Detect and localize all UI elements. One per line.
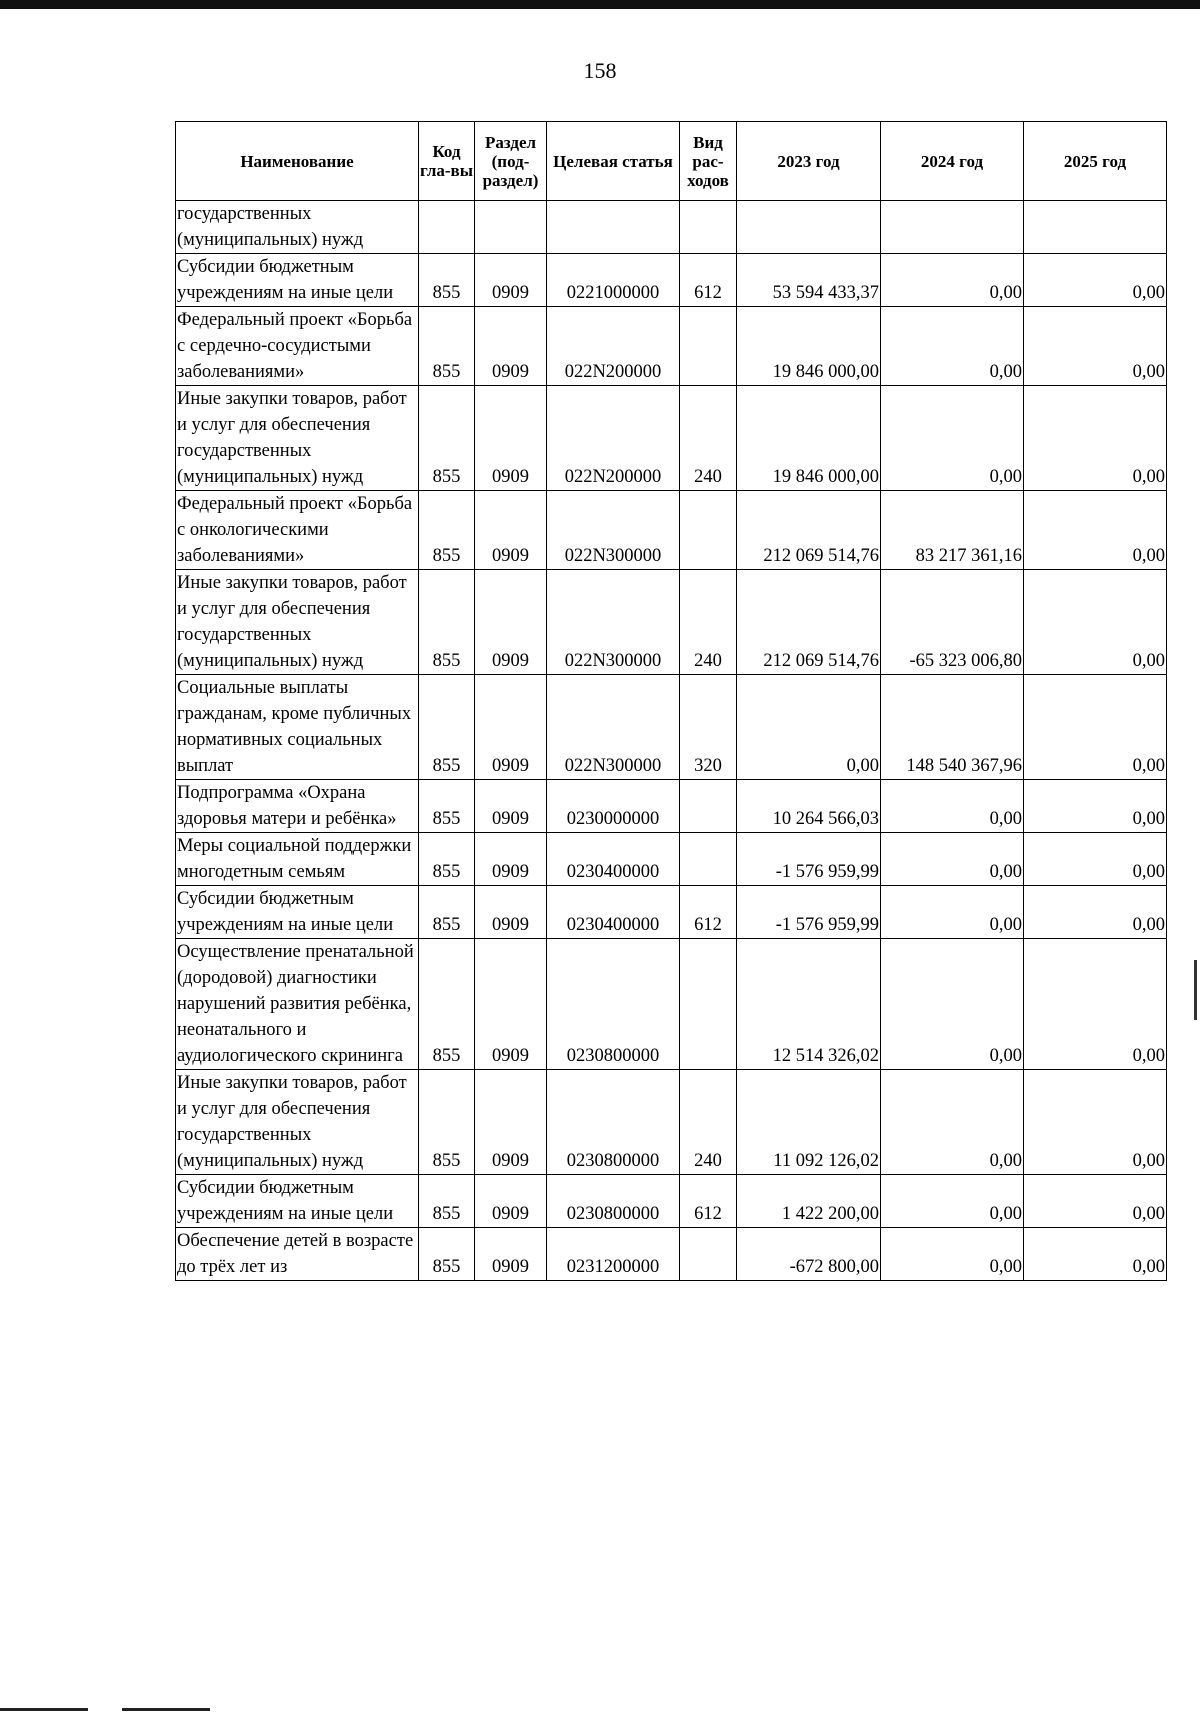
row-chapter: 855 — [419, 886, 475, 939]
row-target: 0230400000 — [547, 833, 680, 886]
row-name: Федеральный проект «Борьба с онкологическими заболеваниями» — [176, 491, 419, 570]
table-row — [176, 201, 1167, 254]
row-2025: 0,00 — [1024, 1175, 1167, 1228]
row-target — [547, 201, 680, 254]
table-row — [176, 307, 1167, 386]
row-chapter: 855 — [419, 386, 475, 491]
row-section: 0909 — [475, 833, 547, 886]
row-2025: 0,00 — [1024, 386, 1167, 491]
row-target: 0230000000 — [547, 780, 680, 833]
row-2025: 0,00 — [1024, 833, 1167, 886]
row-name: Федеральный проект «Борьба с сердечно-сосудистыми заболеваниями» — [176, 307, 419, 386]
table-row — [176, 833, 1167, 886]
row-target: 0231200000 — [547, 1228, 680, 1281]
row-name: Социальные выплаты гражданам, кроме публичных нормативных социальных выплат — [176, 675, 419, 780]
row-2024: 0,00 — [881, 254, 1024, 307]
scan-artifact-right — [122, 1708, 210, 1711]
table-row — [176, 1228, 1167, 1281]
row-section: 0909 — [475, 675, 547, 780]
row-2023: 10 264 566,03 — [737, 780, 881, 833]
row-2025: 0,00 — [1024, 1228, 1167, 1281]
row-2023: 212 069 514,76 — [737, 491, 881, 570]
row-expense-type — [680, 201, 737, 254]
row-target: 0230800000 — [547, 939, 680, 1070]
row-section: 0909 — [475, 939, 547, 1070]
page-number: 158 — [583, 58, 617, 83]
row-2024 — [881, 201, 1024, 254]
row-2025: 0,00 — [1024, 307, 1167, 386]
table-row — [176, 386, 1167, 491]
row-2023: 0,00 — [737, 675, 881, 780]
row-2023: 1 422 200,00 — [737, 1175, 881, 1228]
row-2023: 12 514 326,02 — [737, 939, 881, 1070]
row-2025: 0,00 — [1024, 939, 1167, 1070]
row-name: Подпрограмма «Охрана здоровья матери и ребёнка» — [176, 780, 419, 833]
row-section: 0909 — [475, 780, 547, 833]
row-target: 022N300000 — [547, 570, 680, 675]
row-name: Иные закупки товаров, работ и услуг для обеспечения государственных (муниципальных) нужд — [176, 386, 419, 491]
row-chapter — [419, 201, 475, 254]
table-row — [176, 1175, 1167, 1228]
row-expense-type: 612 — [680, 886, 737, 939]
scan-artifact-left — [0, 1708, 88, 1711]
header-section: Раздел (под-раздел) — [475, 122, 547, 201]
table-row — [176, 570, 1167, 675]
row-name: Осуществление пренатальной (дородовой) диагностики нарушений развития ребёнка, неонатального и аудиологического скрининга — [176, 939, 419, 1070]
row-2025: 0,00 — [1024, 886, 1167, 939]
row-target: 022N300000 — [547, 675, 680, 780]
header-2025: 2025 год — [1024, 122, 1167, 201]
row-expense-type — [680, 780, 737, 833]
row-2023: 212 069 514,76 — [737, 570, 881, 675]
row-2024: 0,00 — [881, 386, 1024, 491]
row-section: 0909 — [475, 307, 547, 386]
row-2023: 19 846 000,00 — [737, 307, 881, 386]
row-name: Субсидии бюджетным учреждениям на иные цели — [176, 1175, 419, 1228]
table-row — [176, 491, 1167, 570]
row-target: 0230800000 — [547, 1175, 680, 1228]
row-2024: 0,00 — [881, 780, 1024, 833]
row-expense-type: 320 — [680, 675, 737, 780]
row-2025: 0,00 — [1024, 780, 1167, 833]
row-2024: 0,00 — [881, 307, 1024, 386]
row-2023: 11 092 126,02 — [737, 1070, 881, 1175]
row-chapter: 855 — [419, 780, 475, 833]
row-target: 0230400000 — [547, 886, 680, 939]
row-expense-type: 240 — [680, 570, 737, 675]
row-2025: 0,00 — [1024, 1070, 1167, 1175]
row-2024: -65 323 006,80 — [881, 570, 1024, 675]
row-section: 0909 — [475, 1175, 547, 1228]
row-section: 0909 — [475, 886, 547, 939]
table-row — [176, 254, 1167, 307]
row-expense-type — [680, 491, 737, 570]
row-expense-type — [680, 833, 737, 886]
row-2024: 0,00 — [881, 1175, 1024, 1228]
header-2023: 2023 год — [737, 122, 881, 201]
row-chapter: 855 — [419, 491, 475, 570]
row-expense-type — [680, 307, 737, 386]
row-target: 022N200000 — [547, 307, 680, 386]
row-name: государственных (муниципальных) нужд — [176, 201, 419, 254]
row-expense-type: 240 — [680, 386, 737, 491]
row-expense-type — [680, 939, 737, 1070]
table-row — [176, 1070, 1167, 1175]
scan-top-edge — [0, 0, 1200, 9]
row-2024: 0,00 — [881, 1228, 1024, 1281]
row-2025: 0,00 — [1024, 675, 1167, 780]
row-section: 0909 — [475, 1228, 547, 1281]
row-chapter: 855 — [419, 1070, 475, 1175]
row-chapter: 855 — [419, 307, 475, 386]
row-target: 0221000000 — [547, 254, 680, 307]
header-2024: 2024 год — [881, 122, 1024, 201]
table-row — [176, 886, 1167, 939]
row-section — [475, 201, 547, 254]
row-name: Иные закупки товаров, работ и услуг для обеспечения государственных (муниципальных) нужд — [176, 570, 419, 675]
row-2024: 0,00 — [881, 1070, 1024, 1175]
row-2023 — [737, 201, 881, 254]
row-name: Иные закупки товаров, работ и услуг для обеспечения государственных (муниципальных) нужд — [176, 1070, 419, 1175]
table-row — [176, 939, 1167, 1070]
row-2025: 0,00 — [1024, 254, 1167, 307]
row-2025 — [1024, 201, 1167, 254]
table-row — [176, 780, 1167, 833]
row-2024: 0,00 — [881, 886, 1024, 939]
row-section: 0909 — [475, 1070, 547, 1175]
row-expense-type — [680, 1228, 737, 1281]
row-section: 0909 — [475, 570, 547, 675]
header-name: Наименование — [176, 122, 419, 201]
row-chapter: 855 — [419, 1175, 475, 1228]
row-name: Обеспечение детей в возрасте до трёх лет из — [176, 1228, 419, 1281]
row-2023: -672 800,00 — [737, 1228, 881, 1281]
row-expense-type: 612 — [680, 1175, 737, 1228]
row-name: Меры социальной поддержки многодетным семьям — [176, 833, 419, 886]
row-name: Субсидии бюджетным учреждениям на иные цели — [176, 886, 419, 939]
scan-artifact-edge — [1194, 960, 1197, 1020]
row-chapter: 855 — [419, 570, 475, 675]
row-target: 0230800000 — [547, 1070, 680, 1175]
header-target: Целевая статья — [547, 122, 680, 201]
row-section: 0909 — [475, 386, 547, 491]
row-expense-type: 612 — [680, 254, 737, 307]
header-expense-type: Вид рас-ходов — [680, 122, 737, 201]
row-2025: 0,00 — [1024, 491, 1167, 570]
row-2024: 0,00 — [881, 833, 1024, 886]
row-section: 0909 — [475, 254, 547, 307]
row-chapter: 855 — [419, 939, 475, 1070]
row-chapter: 855 — [419, 833, 475, 886]
row-chapter: 855 — [419, 254, 475, 307]
row-2023: -1 576 959,99 — [737, 833, 881, 886]
row-target: 022N200000 — [547, 386, 680, 491]
row-section: 0909 — [475, 491, 547, 570]
row-chapter: 855 — [419, 1228, 475, 1281]
table-header-row — [176, 122, 1167, 201]
row-name: Субсидии бюджетным учреждениям на иные цели — [176, 254, 419, 307]
row-expense-type: 240 — [680, 1070, 737, 1175]
row-2025: 0,00 — [1024, 570, 1167, 675]
row-2024: 148 540 367,96 — [881, 675, 1024, 780]
header-chapter: Код гла-вы — [419, 122, 475, 201]
row-chapter: 855 — [419, 675, 475, 780]
row-2023: -1 576 959,99 — [737, 886, 881, 939]
row-2023: 19 846 000,00 — [737, 386, 881, 491]
row-2024: 0,00 — [881, 939, 1024, 1070]
table-row — [176, 675, 1167, 780]
budget-table — [175, 121, 1167, 1281]
row-2023: 53 594 433,37 — [737, 254, 881, 307]
row-target: 022N300000 — [547, 491, 680, 570]
row-2024: 83 217 361,16 — [881, 491, 1024, 570]
